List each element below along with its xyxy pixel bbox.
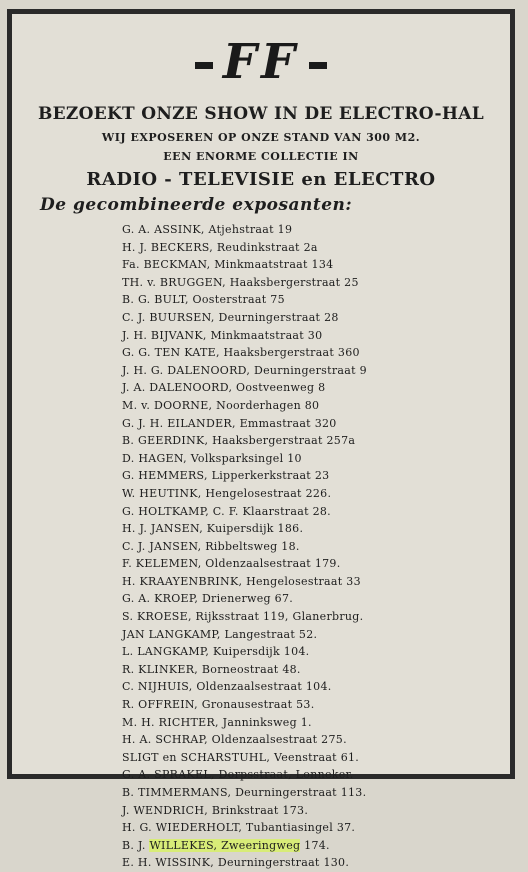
exhibitor-item: G. A. KROEP, Drienerweg 67. [122, 592, 294, 606]
exhibitor-item: D. HAGEN, Volksparksingel 10 [122, 451, 302, 465]
line-stand: WIJ EXPOSEREN OP ONZE STAND VAN 300 M2. [101, 131, 421, 144]
exhibitor-item: L. LANGKAMP, Kuipersdijk 104. [122, 645, 310, 659]
exhibitor-item: G. J. H. EILANDER, Emmastraat 320 [122, 416, 337, 430]
exhibitor-item: M. H. RICHTER, Janninksweg 1. [122, 715, 312, 729]
exhibitor-item: C. NIJHUIS, Oldenzaalsestraat 104. [122, 680, 332, 694]
exhibitor-item: R. OFFREIN, Gronausestraat 53. [122, 698, 315, 712]
exhibitor-item: SLIGT en SCHARSTUHL, Veenstraat 61. [122, 750, 360, 764]
advertisement-frame [7, 9, 515, 870]
exhibitor-item: C. J. BUURSEN, Deurningerstraat 28 [122, 310, 339, 324]
exhibitor-item: TH. v. BRUGGEN, Haaksbergerstraat 25 [122, 275, 359, 289]
exhibitor-item: H. A. SCHRAP, Oldenzaalsestraat 275. [122, 733, 347, 747]
exhibitor-item: F. KELEMEN, Oldenzaalsestraat 179. [122, 557, 341, 571]
exhibitor-item: W. HEUTINK, Hengelosestraat 226. [122, 486, 332, 500]
exhibitor-text: 174. [300, 838, 330, 852]
exhibitor-item: G. HOLTKAMP, C. F. Klaarstraat 28. [122, 504, 331, 518]
headline-text: FF [222, 34, 300, 90]
exhibitor-item: G. A. ASSINK, Atjehstraat 19 [122, 223, 293, 236]
exhibitor-item: J. H. BIJVANK, Minkmaatstraat 30 [122, 328, 323, 342]
highlighted-text: WILLEKES, Zweeringweg [149, 838, 301, 852]
exhibitor-item [122, 837, 367, 855]
exhibitor-item: H. KRAAYENBRINK, Hengelosestraat 33 [122, 574, 361, 588]
exhibitor-item: G. G. TEN KATE, Haaksbergerstraat 360 [122, 346, 360, 360]
exhibitor-list [122, 221, 367, 872]
bottom-strip [0, 784, 528, 800]
line-show: BEZOEKT ONZE SHOW IN DE ELECTRO-HAL [37, 104, 485, 124]
exhibitor-item: C. J. JANSEN, Ribbeltsweg 18. [122, 539, 300, 553]
exhibitor-item: J. A. DALENOORD, Oostveenweg 8 [122, 381, 326, 395]
exhibitor-item: S. KROESE, Rijksstraat 119, Glanerbrug. [122, 610, 364, 624]
exhibitor-item: R. KLINKER, Borneostraat 48. [122, 662, 301, 676]
exhibitor-item: G. HEMMERS, Lipperkerkstraat 23 [122, 469, 330, 483]
exhibitor-item: H. J. JANSEN, Kuipersdijk 186. [122, 522, 304, 536]
exhibitor-item: G. A. SPRAKEL, Dorpsstraat, Lonneker. [122, 768, 354, 782]
exhibitor-item: E. H. WISSINK, Deurningerstraat 130. [122, 856, 350, 870]
exhibitor-item: J. WENDRICH, Brinkstraat 173. [122, 803, 309, 817]
exhibitor-item: B. G. BULT, Oosterstraat 75 [122, 293, 285, 307]
line-collection: EEN ENORME COLLECTIE IN [163, 150, 359, 163]
headline [12, 34, 510, 90]
exhibitor-item: B. TIMMERMANS, Deurningerstraat 113. [122, 786, 367, 799]
dash-right [309, 62, 327, 69]
exhibitor-item: H. G. WIEDERHOLT, Tubantiasingel 37. [122, 821, 356, 835]
exhibitor-item: JAN LANGKAMP, Langestraat 52. [122, 627, 318, 641]
exhibitor-item: M. v. DOORNE, Noorderhagen 80 [122, 398, 320, 412]
line-categories: RADIO - TELEVISIE en ELECTRO [86, 169, 436, 190]
dash-left [195, 62, 213, 69]
exhibitor-text: B. J. [122, 838, 150, 852]
exhibitor-item: Fa. BECKMAN, Minkmaatstraat 134 [122, 258, 334, 272]
exhibitor-item: B. GEERDINK, Haaksbergerstraat 257a [122, 434, 356, 448]
exhibitor-item: H. J. BECKERS, Reudinkstraat 2a [122, 240, 318, 254]
exhibitor-item: J. H. G. DALENOORD, Deurningerstraat 9 [122, 363, 367, 377]
exhibitors-heading: De gecombineerde exposanten: [40, 195, 353, 215]
